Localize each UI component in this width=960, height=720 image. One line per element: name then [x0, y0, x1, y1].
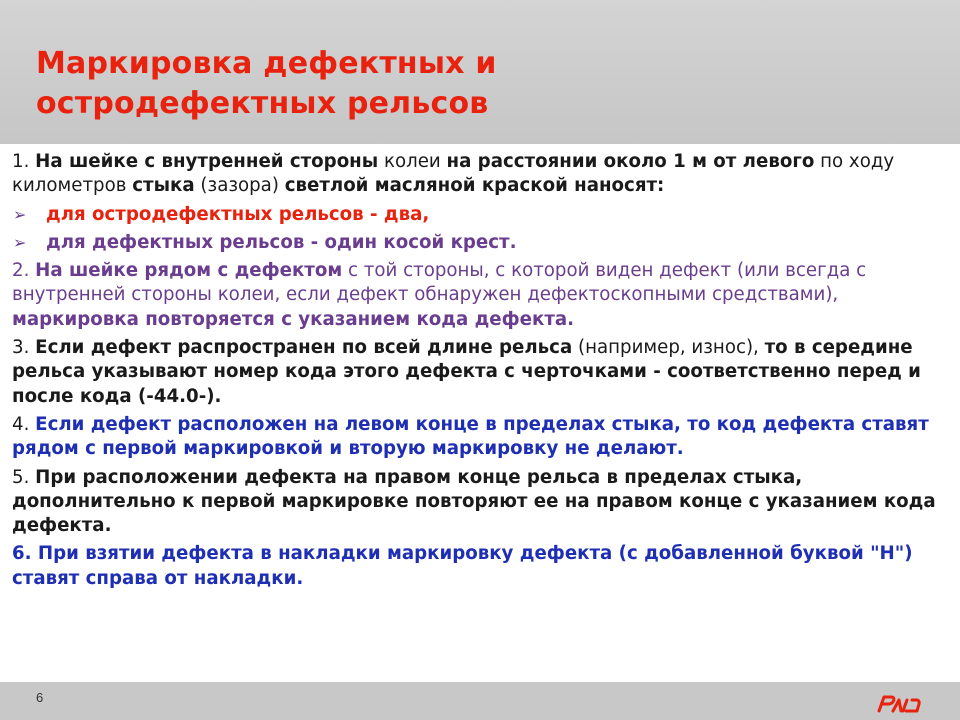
bullet-1: [12, 203, 952, 227]
item-1-number: 1.: [12, 151, 36, 172]
item-1: [12, 150, 952, 199]
item-2-bold-a: На шейке рядом с дефектом: [35, 260, 343, 282]
item-3: [12, 336, 952, 409]
item-1-bold-a: На шейке с внутренней стороны: [35, 151, 379, 172]
item-2-text-b: с той стороны, с которой виден дефект (или всегда с внутренней стороны колеи, если дефект обнаружен дефектоскопными средствами),: [12, 260, 867, 306]
item-4-number: 4.: [12, 413, 36, 435]
item-1-text-f: (зазора): [194, 175, 285, 197]
item-6: [12, 542, 952, 591]
item-5: [12, 466, 952, 539]
item-1-bold-c: на расстоянии около 1 м от левого: [446, 151, 815, 172]
bullet-2: [12, 231, 952, 255]
title-line-2: остродефектных рельсов: [36, 86, 489, 121]
item-3-text-b: (например, износ),: [572, 337, 765, 359]
item-1-bold-g: светлой масляной краской наносят:: [284, 175, 665, 197]
item-6-text: 6. При взятии дефекта в накладки маркировку дефекта (с добавленной буквой "Н") ставят справа от накладки.: [12, 543, 913, 589]
bullet-1-text: для остродефектных рельсов - два,: [46, 203, 430, 225]
rzd-logo-icon: [876, 692, 924, 714]
slide-title: [36, 44, 497, 124]
arrow-bullet-icon: ➢: [13, 232, 27, 252]
item-4-text: Если дефект расположен на левом конце в пределах стыка, то код дефекта ставят рядом с первой маркировкой и вторую маркировку не делают.: [12, 413, 929, 460]
item-2-number: 2.: [12, 260, 36, 282]
item-1-text-b: колеи: [378, 151, 447, 172]
page-number: 6: [36, 690, 44, 705]
title-line-1: Маркировка дефектных и: [36, 46, 497, 81]
item-3-number: 3.: [12, 337, 36, 359]
item-5-number: 5.: [12, 466, 36, 488]
item-2: [12, 259, 952, 332]
item-5-text: При расположении дефекта на правом конце рельса в пределах стыка, дополнительно к первой маркировке повторяют ее на правом конце с указанием кода дефекта.: [12, 466, 936, 537]
item-4: [12, 413, 952, 462]
item-2-bold-c: маркировка повторяется с указанием кода дефекта.: [12, 308, 575, 330]
footer-band: [0, 682, 960, 720]
item-1-bold-e: стыка: [132, 175, 195, 197]
bullet-2-text: для дефектных рельсов - один косой крест.: [46, 231, 517, 253]
item-3-bold-c: то в середине рельса указывают номер кода этого дефекта с черточками - соответственно перед и после кода (-44.0-).: [12, 337, 921, 407]
slide-content: [12, 150, 952, 595]
item-1-text-d: по ходу километров: [12, 151, 895, 197]
item-3-bold-a: Если дефект распространен по всей длине рельса: [35, 337, 573, 359]
arrow-bullet-icon: ➢: [13, 204, 27, 224]
